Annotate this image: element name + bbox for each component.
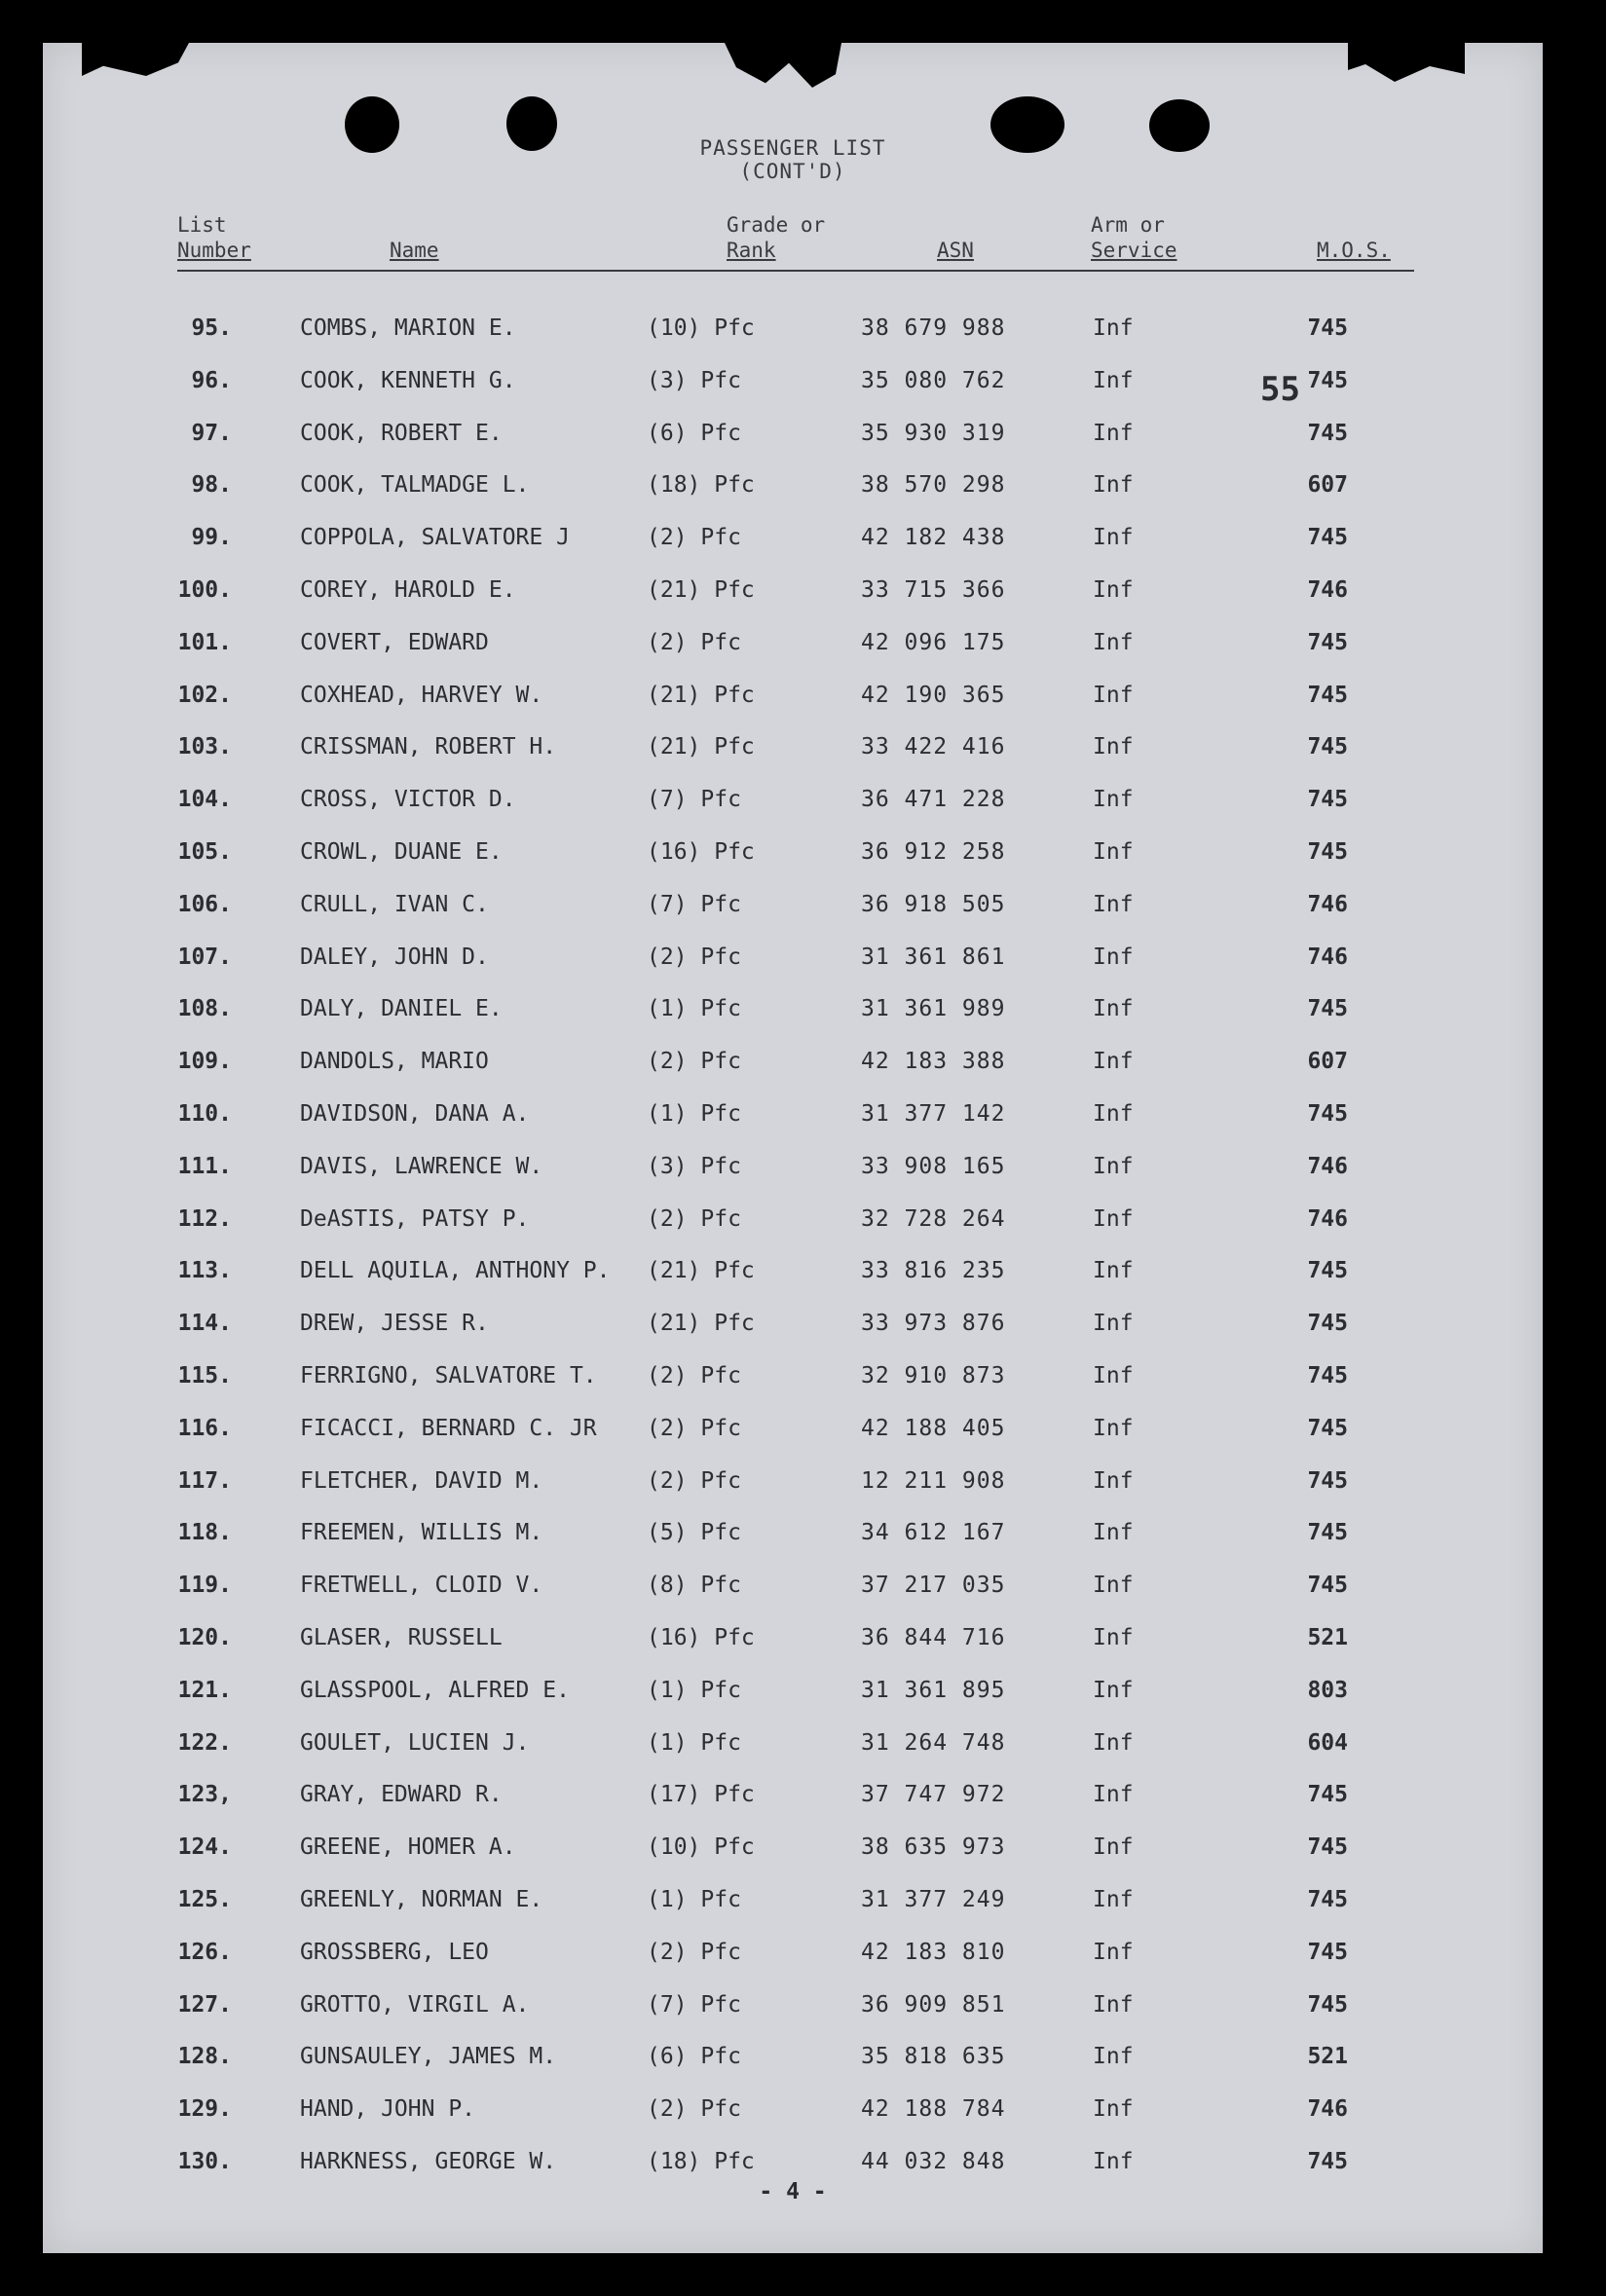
name-cell: DeASTIS, PATSY P.: [300, 1205, 530, 1232]
arm-service-cell: Inf: [1093, 420, 1134, 446]
mos-cell: 746: [1307, 891, 1348, 917]
grade-cell: (1) Pfc: [647, 1677, 741, 1703]
table-row: [43, 1880, 1543, 1919]
table-row: [43, 1933, 1543, 1972]
asn-cell: 33 422 416: [861, 734, 1006, 760]
grade-cell: (7) Pfc: [647, 787, 741, 813]
mos-cell: 745: [1307, 1991, 1348, 2018]
grade-cell: (2) Pfc: [647, 629, 741, 655]
mos-cell: 521: [1307, 2044, 1348, 2070]
list-number-cell: 124.: [177, 1834, 232, 1861]
header-arm-service: Arm or Service: [1091, 213, 1177, 262]
asn-cell: 42 190 365: [861, 682, 1006, 708]
arm-service-cell: Inf: [1093, 1049, 1134, 1075]
name-cell: GLASER, RUSSELL: [300, 1625, 503, 1650]
arm-service-cell: Inf: [1093, 1573, 1134, 1599]
list-number-cell: 103.: [177, 734, 232, 760]
list-number-cell: 129.: [177, 2096, 232, 2123]
name-cell: COREY, HAROLD E.: [300, 577, 516, 603]
list-number-cell: 128.: [177, 2044, 232, 2070]
name-cell: HARKNESS, GEORGE W.: [300, 2149, 557, 2174]
mos-cell: 745: [1307, 367, 1348, 393]
grade-cell: (21) Pfc: [647, 1311, 755, 1337]
arm-service-cell: Inf: [1093, 734, 1134, 760]
name-cell: COPPOLA, SALVATORE J: [300, 525, 570, 551]
arm-service-cell: Inf: [1093, 1834, 1134, 1861]
list-number-cell: 120.: [177, 1625, 232, 1650]
name-cell: DALEY, JOHN D.: [300, 944, 489, 970]
list-number-cell: 107.: [177, 944, 232, 970]
grade-cell: (8) Pfc: [647, 1573, 741, 1599]
table-row: [43, 1566, 1543, 1605]
mos-cell: 745: [1307, 734, 1348, 760]
asn-cell: 42 188 784: [861, 2096, 1006, 2123]
mos-cell: 745: [1307, 682, 1348, 708]
list-number-cell: 118.: [177, 1520, 232, 1546]
grade-cell: (10) Pfc: [647, 1834, 755, 1861]
list-number-cell: 112.: [177, 1205, 232, 1232]
torn-edge: [725, 43, 841, 88]
mos-cell: 745: [1307, 1363, 1348, 1389]
arm-service-cell: Inf: [1093, 2044, 1134, 2070]
table-row: [43, 414, 1543, 453]
list-number-cell: 101.: [177, 629, 232, 655]
name-cell: FERRIGNO, SALVATORE T.: [300, 1363, 597, 1389]
list-number-cell: 106.: [177, 891, 232, 917]
table-row: [43, 1462, 1543, 1500]
table-row: [43, 780, 1543, 819]
mos-cell: 745: [1307, 787, 1348, 813]
table-row: [43, 571, 1543, 610]
grade-cell: (21) Pfc: [647, 734, 755, 760]
table-row: [43, 1147, 1543, 1186]
header-asn: ASN: [937, 239, 974, 262]
list-number-cell: 98.: [191, 472, 232, 499]
table-row: [43, 1618, 1543, 1657]
arm-service-cell: Inf: [1093, 2149, 1134, 2174]
torn-edge: [82, 43, 189, 76]
torn-edge: [1348, 43, 1465, 82]
list-number-cell: 116.: [177, 1415, 232, 1441]
asn-cell: 12 211 908: [861, 1467, 1006, 1494]
mos-cell: 745: [1307, 2149, 1348, 2174]
list-number-cell: 110.: [177, 1101, 232, 1127]
list-number-cell: 109.: [177, 1049, 232, 1075]
name-cell: GLASSPOOL, ALFRED E.: [300, 1677, 570, 1703]
asn-cell: 42 188 405: [861, 1415, 1006, 1441]
asn-cell: 35 930 319: [861, 420, 1006, 446]
list-number-cell: 114.: [177, 1311, 232, 1337]
mos-cell: 745: [1307, 1887, 1348, 1912]
grade-cell: (2) Pfc: [647, 525, 741, 551]
asn-cell: 44 032 848: [861, 2149, 1006, 2174]
table-row: [43, 1828, 1543, 1867]
grade-cell: (2) Pfc: [647, 1415, 741, 1441]
arm-service-cell: Inf: [1093, 367, 1134, 393]
asn-cell: 31 264 748: [861, 1729, 1006, 1756]
mos-cell: 803: [1307, 1677, 1348, 1703]
grade-cell: (1) Pfc: [647, 1887, 741, 1912]
table-row: [43, 1671, 1543, 1710]
arm-service-cell: Inf: [1093, 1677, 1134, 1703]
name-cell: CROSS, VICTOR D.: [300, 787, 516, 813]
asn-cell: 31 361 989: [861, 996, 1006, 1022]
name-cell: COOK, KENNETH G.: [300, 367, 516, 393]
list-number-cell: 117.: [177, 1467, 232, 1494]
grade-cell: (16) Pfc: [647, 839, 755, 865]
table-row: [43, 938, 1543, 977]
mos-cell: 745: [1307, 1101, 1348, 1127]
grade-cell: (18) Pfc: [647, 2149, 755, 2174]
asn-cell: 36 844 716: [861, 1625, 1006, 1650]
arm-service-cell: Inf: [1093, 787, 1134, 813]
grade-cell: (21) Pfc: [647, 1258, 755, 1284]
list-number-cell: 104.: [177, 787, 232, 813]
asn-cell: 33 816 235: [861, 1258, 1006, 1284]
list-number-cell: 105.: [177, 839, 232, 865]
table-row: [43, 2090, 1543, 2129]
arm-service-cell: Inf: [1093, 315, 1134, 341]
asn-cell: 38 679 988: [861, 315, 1006, 341]
grade-cell: (10) Pfc: [647, 315, 755, 341]
asn-cell: 42 183 388: [861, 1049, 1006, 1075]
table-row: [43, 1304, 1543, 1343]
name-cell: DELL AQUILA, ANTHONY P.: [300, 1258, 611, 1284]
name-cell: GROSSBERG, LEO: [300, 1939, 489, 1965]
list-number-cell: 119.: [177, 1573, 232, 1599]
asn-cell: 33 908 165: [861, 1153, 1006, 1179]
arm-service-cell: Inf: [1093, 1415, 1134, 1441]
name-cell: FLETCHER, DAVID M.: [300, 1467, 543, 1494]
grade-cell: (3) Pfc: [647, 367, 741, 393]
asn-cell: 32 910 873: [861, 1363, 1006, 1389]
name-cell: COOK, TALMADGE L.: [300, 472, 530, 499]
arm-service-cell: Inf: [1093, 1467, 1134, 1494]
grade-cell: (2) Pfc: [647, 1939, 741, 1965]
arm-service-cell: Inf: [1093, 944, 1134, 970]
name-cell: FICACCI, BERNARD C. JR: [300, 1415, 597, 1441]
grade-cell: (2) Pfc: [647, 2096, 741, 2123]
asn-cell: 35 818 635: [861, 2044, 1006, 2070]
name-cell: HAND, JOHN P.: [300, 2096, 476, 2123]
table-row: [43, 2037, 1543, 2076]
mos-cell: 746: [1307, 2096, 1348, 2123]
arm-service-cell: Inf: [1093, 629, 1134, 655]
asn-cell: 38 570 298: [861, 472, 1006, 499]
mos-cell: 745: [1307, 1573, 1348, 1599]
list-number-cell: 108.: [177, 996, 232, 1022]
asn-cell: 36 918 505: [861, 891, 1006, 917]
arm-service-cell: Inf: [1093, 1991, 1134, 2018]
asn-cell: 37 747 972: [861, 1782, 1006, 1808]
name-cell: DAVIS, LAWRENCE W.: [300, 1153, 543, 1179]
table-row: [43, 1409, 1543, 1448]
name-cell: GROTTO, VIRGIL A.: [300, 1991, 530, 2018]
grade-cell: (2) Pfc: [647, 1467, 741, 1494]
mos-cell: 745: [1307, 629, 1348, 655]
name-cell: COOK, ROBERT E.: [300, 420, 503, 446]
grade-cell: (5) Pfc: [647, 1520, 741, 1546]
grade-cell: (18) Pfc: [647, 472, 755, 499]
mos-cell: 745: [1307, 1311, 1348, 1337]
mos-cell: 745: [1307, 996, 1348, 1022]
table-row: [43, 1251, 1543, 1290]
arm-service-cell: Inf: [1093, 1887, 1134, 1912]
asn-cell: 36 912 258: [861, 839, 1006, 865]
table-row: [43, 361, 1543, 400]
grade-cell: (6) Pfc: [647, 2044, 741, 2070]
arm-service-cell: Inf: [1093, 1625, 1134, 1650]
table-row: [43, 1723, 1543, 1762]
grade-cell: (21) Pfc: [647, 682, 755, 708]
document-title: [43, 136, 1543, 183]
asn-cell: 31 377 249: [861, 1887, 1006, 1912]
name-cell: GOULET, LUCIEN J.: [300, 1729, 530, 1756]
mos-cell: 745: [1307, 1258, 1348, 1284]
page-number: - 4 -: [759, 2179, 827, 2204]
grade-cell: (1) Pfc: [647, 1101, 741, 1127]
grade-cell: (3) Pfc: [647, 1153, 741, 1179]
list-number-cell: 126.: [177, 1939, 232, 1965]
table-row: [43, 465, 1543, 504]
handwritten-page-mark: 55: [1260, 370, 1300, 409]
mos-cell: 745: [1307, 1520, 1348, 1546]
asn-cell: 31 377 142: [861, 1101, 1006, 1127]
mos-cell: 604: [1307, 1729, 1348, 1756]
mos-cell: 745: [1307, 315, 1348, 341]
arm-service-cell: Inf: [1093, 2096, 1134, 2123]
name-cell: COVERT, EDWARD: [300, 629, 489, 655]
table-row: [43, 1356, 1543, 1395]
mos-cell: 745: [1307, 1834, 1348, 1861]
header-mos: M.O.S.: [1317, 239, 1391, 262]
name-cell: CROWL, DUANE E.: [300, 839, 503, 865]
name-cell: GREENE, HOMER A.: [300, 1834, 516, 1861]
grade-cell: (7) Pfc: [647, 1991, 741, 2018]
arm-service-cell: Inf: [1093, 682, 1134, 708]
arm-service-cell: Inf: [1093, 996, 1134, 1022]
list-number-cell: 121.: [177, 1677, 232, 1703]
table-row: [43, 727, 1543, 766]
asn-cell: 33 715 366: [861, 577, 1006, 603]
asn-cell: 33 973 876: [861, 1311, 1006, 1337]
header-rule: [177, 270, 1414, 272]
table-row: [43, 1042, 1543, 1081]
name-cell: FREEMEN, WILLIS M.: [300, 1520, 543, 1546]
asn-cell: 38 635 973: [861, 1834, 1006, 1861]
header-grade: Grade or Rank: [727, 213, 826, 262]
mos-cell: 746: [1307, 1153, 1348, 1179]
list-number-cell: 99.: [191, 525, 232, 551]
arm-service-cell: Inf: [1093, 472, 1134, 499]
arm-service-cell: Inf: [1093, 1782, 1134, 1808]
asn-cell: 35 080 762: [861, 367, 1006, 393]
list-number-cell: 127.: [177, 1991, 232, 2018]
mos-cell: 521: [1307, 1625, 1348, 1650]
mos-cell: 607: [1307, 472, 1348, 499]
grade-cell: (21) Pfc: [647, 577, 755, 603]
arm-service-cell: Inf: [1093, 1520, 1134, 1546]
mos-cell: 745: [1307, 1782, 1348, 1808]
list-number-cell: 102.: [177, 682, 232, 708]
name-cell: DALY, DANIEL E.: [300, 996, 503, 1022]
list-number-cell: 95.: [191, 315, 232, 341]
table-row: [43, 1094, 1543, 1133]
arm-service-cell: Inf: [1093, 839, 1134, 865]
asn-cell: 42 182 438: [861, 525, 1006, 551]
table-row: [43, 833, 1543, 871]
list-number-cell: 97.: [191, 420, 232, 446]
table-row: [43, 1985, 1543, 2024]
list-number-cell: 122.: [177, 1729, 232, 1756]
list-number-cell: 111.: [177, 1153, 232, 1179]
grade-cell: (2) Pfc: [647, 1205, 741, 1232]
document-page: [43, 43, 1543, 2253]
asn-cell: 34 612 167: [861, 1520, 1006, 1546]
asn-cell: 32 728 264: [861, 1205, 1006, 1232]
arm-service-cell: Inf: [1093, 1205, 1134, 1232]
title-line-2: (CONT'D): [739, 160, 846, 183]
name-cell: GREENLY, NORMAN E.: [300, 1887, 543, 1912]
arm-service-cell: Inf: [1093, 577, 1134, 603]
table-row: [43, 1200, 1543, 1239]
table-row: [43, 885, 1543, 924]
header-list-number: List Number: [177, 213, 251, 262]
arm-service-cell: Inf: [1093, 1153, 1134, 1179]
name-cell: COXHEAD, HARVEY W.: [300, 682, 543, 708]
grade-cell: (2) Pfc: [647, 1049, 741, 1075]
grade-cell: (1) Pfc: [647, 1729, 741, 1756]
grade-cell: (16) Pfc: [647, 1625, 755, 1650]
asn-cell: 31 361 895: [861, 1677, 1006, 1703]
name-cell: GRAY, EDWARD R.: [300, 1782, 503, 1808]
grade-cell: (17) Pfc: [647, 1782, 755, 1808]
asn-cell: 36 909 851: [861, 1991, 1006, 2018]
mos-cell: 746: [1307, 944, 1348, 970]
name-cell: CRULL, IVAN C.: [300, 891, 489, 917]
mos-cell: 745: [1307, 1939, 1348, 1965]
grade-cell: (2) Pfc: [647, 944, 741, 970]
header-name: Name: [390, 239, 439, 262]
mos-cell: 745: [1307, 420, 1348, 446]
asn-cell: 36 471 228: [861, 787, 1006, 813]
arm-service-cell: Inf: [1093, 1258, 1134, 1284]
name-cell: DAVIDSON, DANA A.: [300, 1101, 530, 1127]
name-cell: COMBS, MARION E.: [300, 315, 516, 341]
mos-cell: 746: [1307, 577, 1348, 603]
list-number-cell: 113.: [177, 1258, 232, 1284]
name-cell: GUNSAULEY, JAMES M.: [300, 2044, 557, 2070]
table-row: [43, 518, 1543, 557]
arm-service-cell: Inf: [1093, 525, 1134, 551]
grade-cell: (7) Pfc: [647, 891, 741, 917]
name-cell: DREW, JESSE R.: [300, 1311, 489, 1337]
table-row: [43, 623, 1543, 662]
list-number-cell: 130.: [177, 2149, 232, 2174]
arm-service-cell: Inf: [1093, 1101, 1134, 1127]
list-number-cell: 100.: [177, 577, 232, 603]
asn-cell: 42 183 810: [861, 1939, 1006, 1965]
asn-cell: 37 217 035: [861, 1573, 1006, 1599]
mos-cell: 745: [1307, 839, 1348, 865]
table-row: [43, 989, 1543, 1028]
table-row: [43, 2142, 1543, 2181]
list-number-cell: 123,: [177, 1782, 232, 1808]
title-line-1: PASSENGER LIST: [699, 136, 886, 160]
mos-cell: 745: [1307, 1415, 1348, 1441]
arm-service-cell: Inf: [1093, 1363, 1134, 1389]
grade-cell: (2) Pfc: [647, 1363, 741, 1389]
asn-cell: 42 096 175: [861, 629, 1006, 655]
mos-cell: 607: [1307, 1049, 1348, 1075]
name-cell: FRETWELL, CLOID V.: [300, 1573, 543, 1599]
arm-service-cell: Inf: [1093, 1939, 1134, 1965]
arm-service-cell: Inf: [1093, 1311, 1134, 1337]
table-row: [43, 1775, 1543, 1814]
name-cell: DANDOLS, MARIO: [300, 1049, 489, 1075]
mos-cell: 746: [1307, 1205, 1348, 1232]
grade-cell: (1) Pfc: [647, 996, 741, 1022]
table-row: [43, 676, 1543, 715]
list-number-cell: 125.: [177, 1887, 232, 1912]
mos-cell: 745: [1307, 1467, 1348, 1494]
asn-cell: 31 361 861: [861, 944, 1006, 970]
arm-service-cell: Inf: [1093, 891, 1134, 917]
list-number-cell: 96.: [191, 367, 232, 393]
arm-service-cell: Inf: [1093, 1729, 1134, 1756]
list-number-cell: 115.: [177, 1363, 232, 1389]
table-row: [43, 309, 1543, 348]
name-cell: CRISSMAN, ROBERT H.: [300, 734, 557, 760]
mos-cell: 745: [1307, 525, 1348, 551]
grade-cell: (6) Pfc: [647, 420, 741, 446]
table-row: [43, 1513, 1543, 1552]
